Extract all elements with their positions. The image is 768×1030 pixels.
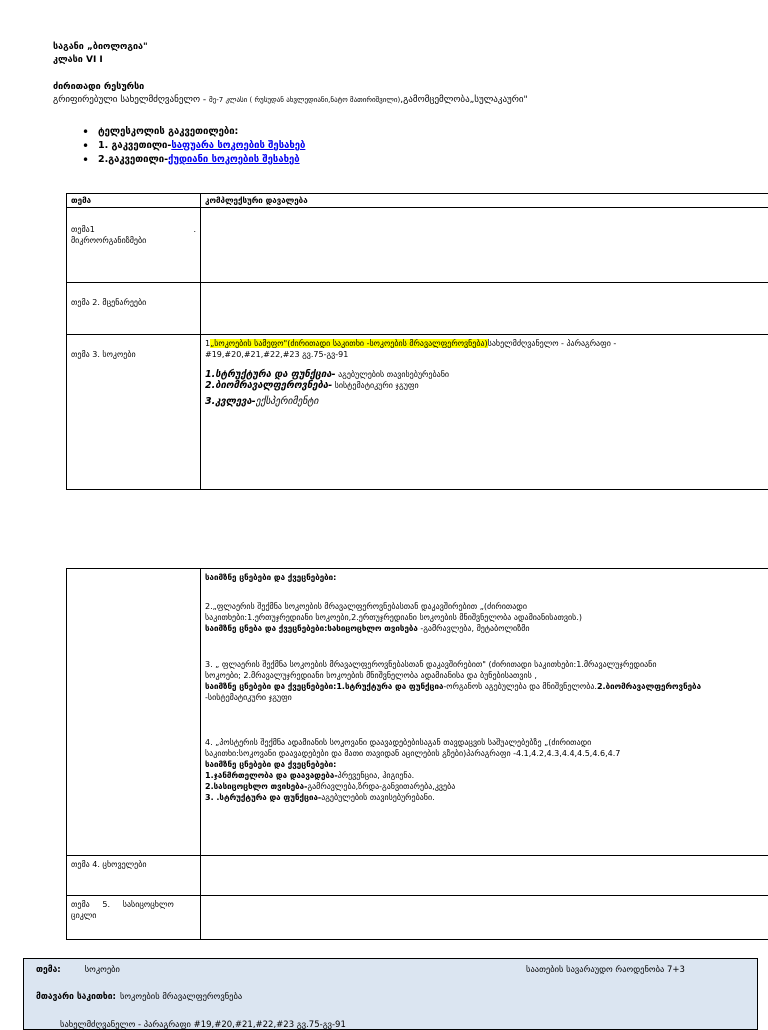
list-item xyxy=(80,125,305,139)
summary-hours: საათების სავარაუდო რაოდენობა 7+3 xyxy=(526,965,685,975)
grade-label: კლასი VI I xyxy=(53,54,103,67)
task-4-item-2-label: 2.სასიცოცხლო თვისება- xyxy=(205,782,307,791)
task-4-concepts-label: საიმზნე ცნებები და ქვეცნებები: xyxy=(205,759,764,770)
task-4-item-2 xyxy=(205,781,764,792)
task-3b-group: -სისტემატიკური ჯგუფი xyxy=(205,692,764,703)
main-resource-line xyxy=(53,94,528,107)
task-3-line-1 xyxy=(205,338,764,349)
task-2-concepts-text: -გამრავლება, მეტაბოლიზმი xyxy=(418,624,530,633)
list-item xyxy=(80,139,305,153)
task-3-highlight: „სოკოების სამეფო"(ძირითადი საკითხი -სოკოების მრავალფეროვნება) xyxy=(210,339,488,348)
task-cell-4 xyxy=(201,856,768,896)
task-4-item-3 xyxy=(205,792,764,803)
task-3-item-c xyxy=(205,396,764,407)
theme-5-line-1: თემა 5. სასიცოცხლო xyxy=(71,899,196,910)
main-resource-title: ძირითადი რესურსი xyxy=(53,81,144,94)
task-3-item-b-label: 2.ბიომრავალფეროვნება- xyxy=(205,380,332,391)
concepts-intro: საიმზნე ცნებები და ქვეცნებები: xyxy=(205,572,764,583)
theme-1-dot: . xyxy=(193,224,196,235)
task-3b-line-1: 3. „ ფლაერის შექმნა სოკოების მრავალფეროვნებასთან დაკავშირებით" (ძირითადი საკითხები:1.მრავალუჯრედიანი xyxy=(205,659,764,670)
summary-textbook: სახელმძღვანელო - პარაგრაფი #19,#20,#21,#22,#23 გვ.75-გვ-91 xyxy=(60,1020,346,1030)
task-3-item-c-text: ექსპერიმენტი xyxy=(256,396,319,407)
themes-table xyxy=(66,193,768,490)
theme-3-cell: თემა 3. სოკოები xyxy=(67,335,201,490)
task-3b-line-2: სოკოები; 2.მრავალუჯრედიანი სოკოების მნიშვნელობა ადამიანისა და ბუნებისათვის , xyxy=(205,670,764,681)
table-row xyxy=(67,283,768,335)
task-3-item-a xyxy=(205,369,764,380)
main-resource-prefix: გრიფირებული სახელმძღვანელო - xyxy=(53,95,206,105)
theme-summary-box xyxy=(23,958,758,1030)
task-3-pages: #19,#20,#21,#22,#23 გვ.75-გვ-91 xyxy=(205,349,764,360)
table-row xyxy=(67,208,768,283)
concepts-table xyxy=(66,568,768,940)
table-row xyxy=(67,856,768,896)
task-4-line-1: 4. „პოსტერის შექმნა ადამიანის სოკოვანი დაავადებებისაგან თავდაცვის საშუალებებზე „(ძირითადი xyxy=(205,737,764,748)
task-4-item-2-text: გამრავლება,ზრდა-განვითარება,კვება xyxy=(307,782,455,791)
tv-lessons-list xyxy=(80,125,305,167)
task-3b-biodiversity: 2.ბიომრავალფეროვნება xyxy=(597,682,701,691)
theme-2-cell: თემა 2. მცენარეები xyxy=(67,283,201,335)
task-4-item-1 xyxy=(205,770,764,781)
lesson-2-link[interactable]: ქუდიანი სოკოების შესახებ xyxy=(168,154,300,165)
theme-1-cell xyxy=(67,208,201,283)
task-3b-concepts-label: საიმზნე ცნებები და ქვეცნებები: xyxy=(205,682,336,691)
task-cell-3 xyxy=(201,335,768,490)
main-resource-suffix: ,გამომცემლობა„სულაკაური" xyxy=(400,95,527,105)
task-4-item-1-text: პრევენცია, ჰიგიენა. xyxy=(338,771,415,780)
task-2-line-2: საკითხები:1.ერთუჯრედიანი სოკოები,2.ერთუჯრედიანი სოკოების მნიშვნელობა ადამიანისათვის.) xyxy=(205,612,764,623)
task-4-item-3-text: აგებულების თავისებურებანი. xyxy=(321,793,434,802)
task-3-item-b-text: სისტემატიკური ჯგუფი xyxy=(332,381,418,390)
summary-theme xyxy=(36,965,120,975)
theme-5-line-2: ციკლი xyxy=(71,910,196,921)
table-row xyxy=(67,569,768,856)
theme-5-cell xyxy=(67,896,201,940)
summary-main-issue-label: მთავარი საკითხი: xyxy=(36,992,116,1002)
task-4-item-1-label: 1.ჯანმრთელობა და დაავადება- xyxy=(205,771,338,780)
task-3-item-a-label: 1.სტრუქტურა და ფუნქცია- xyxy=(205,369,336,380)
theme-1-subtitle: მიკროორგანიზმები xyxy=(71,235,196,246)
subject-label: საგანი „ბიოლოგია" xyxy=(53,41,148,54)
theme-1-title xyxy=(71,224,196,235)
summary-main-issue-value: სოკოების მრავალფეროვნება xyxy=(120,992,242,1002)
lesson-1-prefix: 1. გაკვეთილი- xyxy=(98,140,171,151)
task-3-textbook: სახელმძღვანელო - პარაგრაფი - xyxy=(488,339,617,348)
summary-theme-label: თემა: xyxy=(36,965,61,975)
task-3-number: 1 xyxy=(205,339,210,348)
concepts-theme-cell xyxy=(67,569,201,856)
task-3b-organ: -ორგანოს აგებულება და მნიშვნელობა. xyxy=(443,682,597,691)
task-4-item-3-label: 3. .სტრუქტურა და ფუნქცია- xyxy=(205,793,321,802)
summary-theme-value: სოკოები xyxy=(85,965,120,975)
main-resource-small: მე-7 კლასი ( რუსუდან ახვლედიანი,ნატო მათირიშვილი) xyxy=(209,96,400,104)
lesson-1-link[interactable]: საფუარა სოკოების შესახებ xyxy=(171,140,305,151)
task-cell-1 xyxy=(201,208,768,283)
task-2-concepts-label: საიმზნე ცნება და ქვეცნებები:სასიცოცხლო თვისება xyxy=(205,624,418,633)
task-3b-structure: 1.სტრუქტურა და ფუნქცია xyxy=(336,682,443,691)
theme-4-cell: თემა 4. ცხოველები xyxy=(67,856,201,896)
task-cell-5 xyxy=(201,896,768,940)
summary-main-issue xyxy=(36,992,242,1002)
table-row xyxy=(67,896,768,940)
concepts-cell xyxy=(201,569,768,856)
task-3b-concepts xyxy=(205,681,764,692)
task-3-item-a-text: აგებულების თავისებურებანი xyxy=(336,370,449,379)
col-header-task: კომპლექსური დავალება xyxy=(201,194,768,208)
list-item xyxy=(80,153,305,167)
table-header-row xyxy=(67,194,768,208)
lesson-2-prefix: 2.გაკვეთილი- xyxy=(98,154,168,165)
tv-lessons-heading: ტელესკოლის გაკვეთილები: xyxy=(98,126,238,137)
task-3-item-b xyxy=(205,380,764,391)
task-2-line-1: 2.„ფლაერის შექმნა სოკოების მრავალფეროვნებასთან დაკავშირებით „(ძირითადი xyxy=(205,601,764,612)
theme-1-label: თემა1 xyxy=(71,225,95,234)
task-2-concepts xyxy=(205,623,764,634)
task-cell-2 xyxy=(201,283,768,335)
table-row xyxy=(67,335,768,490)
task-4-line-2: საკითხი:სოკოვანი დაავადებები და მათი თავიდან აცილების გზები)პარაგრაფი -4.1,4.2,4.3,4.4,4.5,4.6,4.7 xyxy=(205,748,764,759)
task-3-item-c-label: 3.კვლევა- xyxy=(205,396,256,407)
col-header-theme: თემა xyxy=(67,194,201,208)
